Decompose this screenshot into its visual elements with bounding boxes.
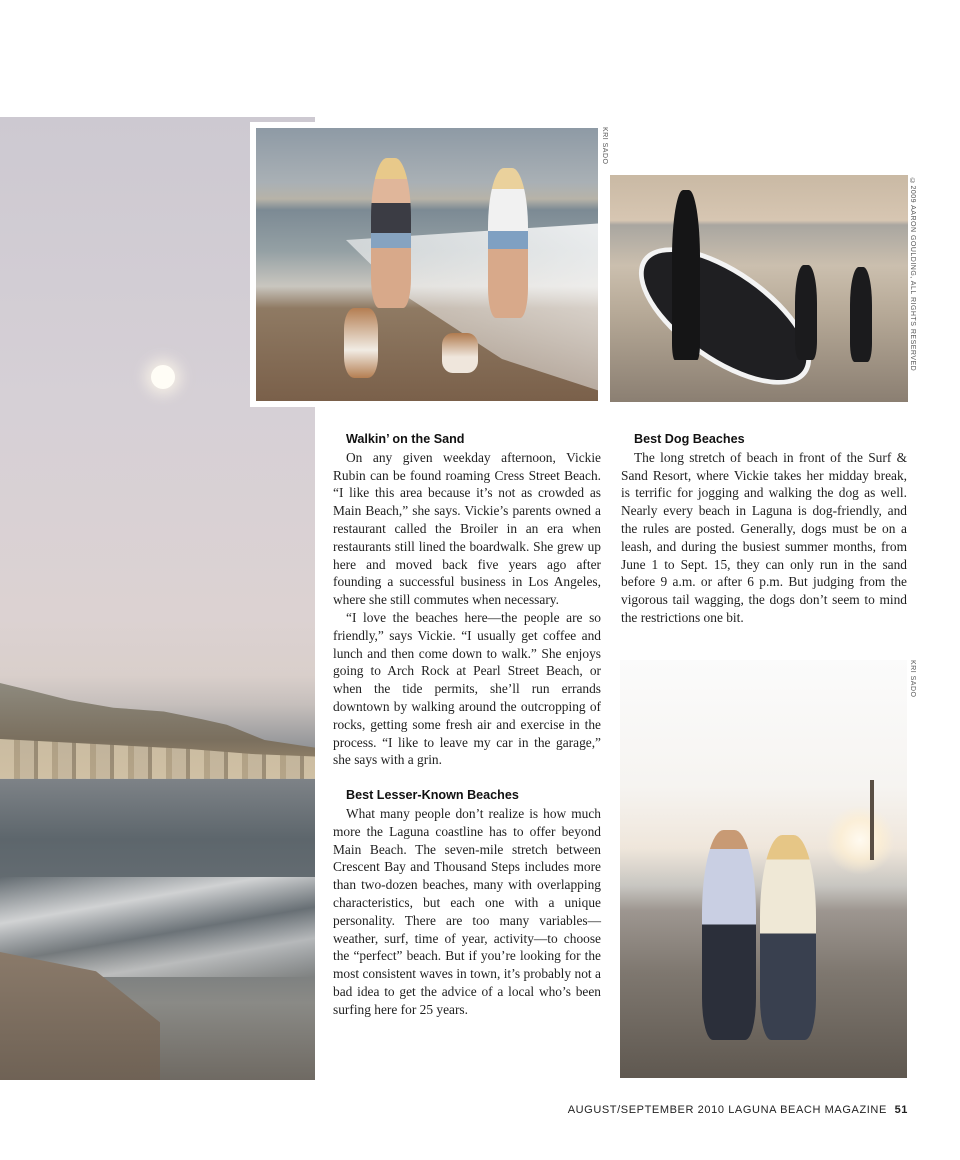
- page-footer: [544, 1104, 908, 1116]
- woman-figure: [760, 835, 816, 1040]
- palm-tree: [870, 780, 874, 860]
- article-column-1: [333, 431, 601, 1019]
- body-paragraph: The long stretch of beach in front of the Surf & Sand Resort, where Vickie takes her midday break, is terrific for jogging and walking the dog as well. Nearly every beach in Laguna is dog-friendly, and the rules are posted. Generally, dogs must be on a leash, and during the busiest summer months, from June 1 to Sept. 15, they can only run in the sand before 9 a.m. or after 6 p.m. But judging from the vigorous tail wagging, the dogs don’t seem to mind the restrictions one bit.: [621, 449, 907, 625]
- body-paragraph: On any given weekday afternoon, Vickie Rubin can be found roaming Cress Street Beach. “I like this area because it’s not as crowded as Main Beach,” she says. Vickie’s parents owned a restaurant called the Broiler in an era when restaurants still lined the boardwalk. She grew up here and moved back five years ago after founding a successful business in Los Angeles, where she still commutes when necessary.: [333, 449, 601, 608]
- dog-figure: [344, 308, 378, 378]
- moon: [151, 365, 175, 389]
- body-paragraph: What many people don’t realize is how much more the Laguna coastline has to offer beyond Main Beach. The seven-mile stretch between Crescent Bay and Thousand Steps includes more than two-dozen beaches, many with overlapping characteristics, but each one with a unique personality. There are too many variables—weather, surf, time of year, activity—to choose the “perfect” beach. But if you’re looking for the most consistent waves in town, it’s probably not a bad idea to get the advice of a local who’s been surfing here for 25 years.: [333, 805, 601, 1017]
- surfer-figure: [672, 190, 700, 360]
- child-figure: [850, 267, 872, 362]
- section-heading: Best Lesser-Known Beaches: [346, 788, 519, 803]
- girl-figure: [371, 158, 411, 308]
- child-figure: [795, 265, 817, 360]
- dog-figure: [442, 333, 478, 373]
- girls-walking-dogs-photo: [250, 122, 604, 407]
- issue-line: AUGUST/SEPTEMBER 2010 LAGUNA BEACH MAGAZINE: [567, 1104, 887, 1116]
- photo-credit: KRI SADO: [601, 127, 608, 165]
- page-number: 51: [894, 1104, 908, 1116]
- man-figure: [702, 830, 756, 1040]
- photo-credit: KRI SADO: [909, 660, 916, 698]
- surfer-with-kids-photo: [610, 175, 908, 402]
- section-heading: Walkin’ on the Sand: [346, 432, 465, 446]
- section-heading: Best Dog Beaches: [634, 432, 745, 446]
- couple-on-beach-photo: [620, 660, 907, 1078]
- body-paragraph: “I love the beaches here—the people are so friendly,” says Vickie. “I usually get coffee and lunch and then come down to walk.” She enjoys going to Arch Rock at Pearl Street Beach, or when the tide permits, she’ll run errands downtown by walking around the outcropping of rocks, getting some fresh air and exercise in the process. “I like to leave my car in the garage,” she says with a grin.: [333, 609, 601, 768]
- sunset-glow: [825, 805, 895, 875]
- photo-credit: ©2009 AARON GOULDING, ALL RIGHTS RESERVED: [909, 178, 916, 372]
- article-column-2: [621, 431, 907, 627]
- girl-figure: [488, 168, 528, 318]
